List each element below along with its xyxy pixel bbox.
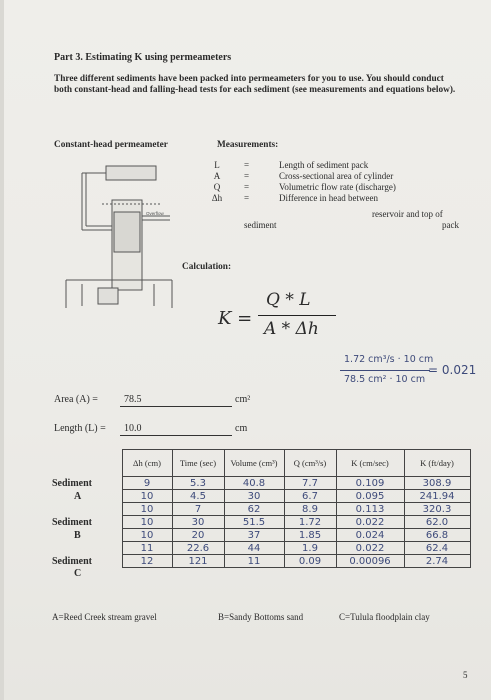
caption-sediment-c: C=Tulula floodplain clay [339,612,430,622]
measure-desc-cont3: pack [442,220,459,230]
page-number: 5 [463,670,468,680]
measure-eq-A: = [244,171,250,181]
measure-symbol-L: L [214,160,220,170]
measure-symbol-A: A [213,171,221,181]
permeameter-diagram [62,160,178,310]
measure-desc-cont2: sediment [244,220,277,230]
measure-eq-dh: = [244,193,250,203]
measure-desc-dh: Difference in head between [279,193,379,203]
handwritten-calc-bottom: 78.5 cm² · 10 cm [344,374,426,385]
caption-sediment-a: A=Reed Creek stream gravel [52,612,157,622]
measure-desc-Q: Volumetric flow rate (discharge) [279,182,396,192]
measure-eq-L: = [244,160,250,170]
measure-desc-A: Cross-sectional area of cylinder [279,171,394,181]
length-value: 10.0 [124,423,142,434]
length-label: Length (L) = [54,423,106,434]
table-row: 11 22.6 44 1.9 0.022 62.4 [52,542,470,555]
caption-sediment-b: B=Sandy Bottoms sand [218,612,304,622]
col-k-cms-header: K (cm/sec) [336,450,404,477]
area-label: Area (A) = [54,394,98,405]
measure-symbol-Q: Q [213,182,221,192]
table-row: B 10 20 37 1.85 0.024 66.8 [52,529,470,542]
formula-denominator: A * Δh [264,319,319,339]
table-row: C [74,568,82,580]
formula-numerator: Q * L [266,290,311,310]
k-formula [218,290,338,350]
measure-desc-L: Length of sediment pack [279,160,369,170]
measure-desc-cont1: reservoir and top of [372,209,443,219]
area-unit: cm² [235,394,251,405]
formula-lhs: K = [218,308,253,329]
table-row: Sediment 12 121 11 0.09 0.00096 2.74 [52,555,470,568]
col-dh-header: Δh (cm) [122,450,172,477]
col-k-ftday-header: K (ft/day) [404,450,470,477]
measurements-heading: Measurements: [217,140,279,150]
area-value: 78.5 [124,394,142,405]
part-title: Part 3. Estimating K using permeameters [54,52,232,63]
constant-head-heading: Constant-head permeameter [54,140,168,150]
measure-symbol-dh: Δh [211,193,223,203]
results-table [52,449,471,580]
col-volume-header: Volume (cm³) [224,450,284,477]
table-row: Sediment 10 30 51.5 1.72 0.022 62.0 [52,516,470,529]
worksheet-page [4,0,491,700]
col-time-header: Time (sec) [172,450,224,477]
table-header-row [52,450,470,477]
table-row: Sediment 9 5.3 40.8 7.7 0.109 308.9 [52,477,470,490]
calculation-heading: Calculation: [182,262,232,272]
measure-eq-Q: = [244,182,250,192]
handwritten-calc-top: 1.72 cm³/s · 10 cm [344,354,434,365]
col-q-header: Q (cm³/s) [284,450,336,477]
table-row: 10 7 62 8.9 0.113 320.3 [52,503,470,516]
table-row: A 10 4.5 30 6.7 0.095 241.94 [52,490,470,503]
handwritten-calc-result: = 0.021 [428,363,477,377]
intro-paragraph: Three different sediments have been packed into permeameters for you to use. You should conduct both constant-head and falling-head tests for each sediment (see measurements and equations below). [54,74,456,95]
overflow-label: Overflow [146,211,164,216]
formula-fraction-bar [258,315,336,316]
length-unit: cm [235,423,248,434]
